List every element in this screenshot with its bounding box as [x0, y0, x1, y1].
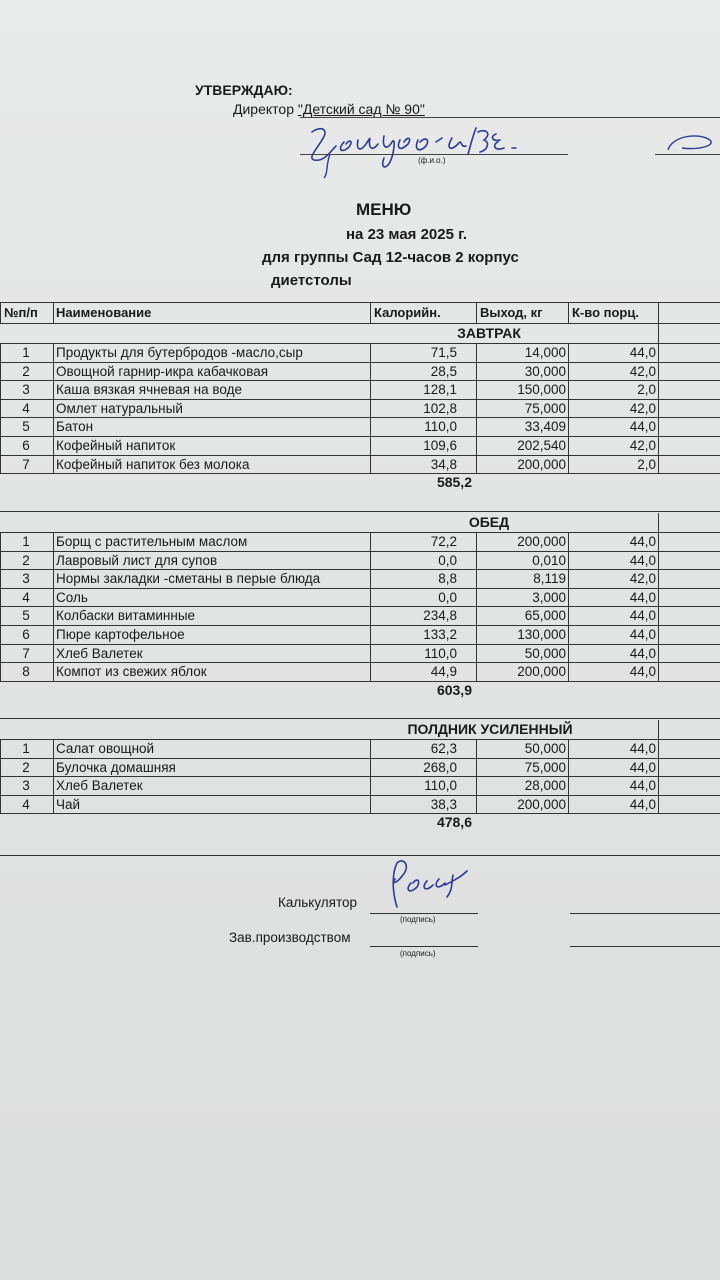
table-line	[0, 644, 1, 663]
table-line	[0, 606, 1, 625]
calories: 102,8	[423, 400, 457, 416]
table-line	[370, 625, 371, 644]
row-number: 3	[22, 778, 30, 794]
table-row	[0, 399, 720, 418]
calculator-label: Калькулятор	[278, 895, 358, 910]
table-line	[53, 644, 54, 663]
table-line	[658, 343, 659, 362]
table-line	[658, 436, 659, 455]
dish-name: Компот из свежих яблок	[56, 664, 207, 680]
table-line	[0, 662, 1, 681]
calories: 110,0	[424, 778, 457, 794]
table-line	[568, 417, 569, 436]
table-line	[568, 795, 569, 814]
dish-name: Лавровый лист для супов	[56, 552, 218, 568]
portions: 44,0	[629, 741, 656, 756]
table-line	[53, 302, 54, 323]
table-line	[0, 776, 1, 795]
portions: 44,0	[629, 664, 656, 680]
table-line	[0, 813, 720, 814]
signature-line	[570, 913, 720, 914]
row-number: 1	[22, 741, 30, 756]
table-line	[658, 644, 659, 663]
table-line	[476, 532, 477, 551]
table-line	[568, 606, 569, 625]
table-line	[53, 795, 54, 814]
table-line	[0, 758, 1, 777]
table-line	[53, 399, 54, 418]
yield-kg: 65,000	[524, 608, 566, 624]
table-line	[0, 436, 1, 455]
calories: 110,0	[424, 419, 457, 435]
table-line	[658, 417, 659, 436]
header-name: Наименование	[56, 305, 152, 320]
dish-name: Хлеб Валетек	[56, 645, 143, 661]
menu-date: на 23 мая 2025 г.	[346, 226, 468, 243]
table-line	[568, 380, 569, 399]
row-number: 1	[22, 345, 30, 360]
yield-kg: 202,540	[517, 438, 566, 453]
portions: 44,0	[629, 419, 656, 435]
section-title: ЗАВТРАК	[457, 325, 521, 341]
table-line	[658, 399, 659, 418]
calories: 44,9	[430, 664, 457, 680]
table-line	[568, 569, 569, 588]
table-row	[0, 362, 720, 381]
table-line	[370, 455, 371, 474]
portions: 44,0	[629, 552, 656, 568]
table-line	[53, 380, 54, 399]
table-line	[0, 588, 1, 607]
table-line	[0, 323, 720, 324]
signature-line	[570, 946, 720, 947]
table-line	[658, 739, 659, 758]
menu-group: для группы Сад 12-часов 2 корпус	[262, 249, 519, 266]
portions: 44,0	[629, 778, 656, 794]
row-number: 4	[22, 400, 30, 416]
dish-name: Борщ с растительным маслом	[56, 534, 248, 549]
section-title: ПОЛДНИК УСИЛЕННЫЙ	[407, 721, 573, 737]
dish-name: Хлеб Валетек	[56, 778, 143, 794]
table-line	[658, 455, 659, 474]
yield-kg: 200,000	[517, 664, 566, 680]
table-line	[0, 417, 1, 436]
calories: 268,0	[423, 759, 457, 775]
table-line	[0, 455, 1, 474]
row-number: 5	[22, 419, 30, 435]
section-total: 585,2	[436, 474, 472, 491]
table-line	[476, 795, 477, 814]
table-line	[370, 758, 371, 777]
table-line	[476, 758, 477, 777]
portions: 42,0	[629, 400, 656, 416]
row-number: 7	[22, 456, 30, 472]
section-total: 478,6	[436, 814, 472, 831]
calories: 38,3	[430, 796, 457, 812]
calories: 72,2	[430, 534, 457, 549]
table-line	[0, 625, 1, 644]
table-line	[476, 455, 477, 474]
table-line	[476, 436, 477, 455]
table-line	[0, 718, 720, 719]
table-line	[568, 532, 569, 551]
table-line	[476, 606, 477, 625]
table-line	[476, 644, 477, 663]
table-row	[0, 455, 720, 474]
table-line	[658, 551, 659, 570]
yield-kg: 50,000	[524, 645, 566, 661]
row-number: 3	[22, 571, 30, 587]
table-line	[0, 551, 1, 570]
row-number: 4	[22, 796, 30, 812]
table-line	[476, 343, 477, 362]
table-line	[568, 343, 569, 362]
table-line	[0, 739, 1, 758]
dish-name: Булочка домашняя	[56, 759, 176, 775]
table-row	[0, 551, 720, 570]
table-row	[0, 644, 720, 663]
section-total: 603,9	[436, 681, 472, 698]
portions: 42,0	[629, 571, 656, 587]
table-line	[658, 758, 659, 777]
table-line	[0, 681, 720, 682]
yield-kg: 150,000	[517, 382, 566, 398]
table-line	[658, 569, 659, 588]
row-number: 5	[22, 608, 30, 624]
production-manager-label: Зав.производством	[229, 930, 351, 945]
header-por: К-во порц.	[572, 305, 639, 320]
table-line	[53, 569, 54, 588]
dish-name: Нормы закладки -сметаны в перые блюда	[56, 571, 321, 587]
table-line	[53, 588, 54, 607]
row-number: 8	[22, 664, 30, 680]
row-number: 1	[22, 534, 30, 549]
table-line	[0, 511, 720, 512]
menu-diet: диетстолы	[271, 272, 352, 289]
row-number: 2	[22, 552, 30, 568]
table-line	[568, 362, 569, 381]
calories: 28,5	[430, 363, 457, 379]
table-line	[568, 302, 569, 323]
table-line	[476, 739, 477, 758]
table-line	[0, 380, 1, 399]
portions: 42,0	[629, 363, 656, 379]
table-row	[0, 569, 720, 588]
portions: 44,0	[629, 608, 656, 624]
dish-name: Омлет натуральный	[56, 400, 183, 416]
table-line	[658, 380, 659, 399]
table-line	[0, 473, 720, 474]
yield-kg: 200,000	[517, 534, 566, 549]
table-line	[568, 758, 569, 777]
signature-line	[370, 913, 478, 914]
calories: 71,5	[430, 345, 457, 360]
row-number: 2	[22, 363, 30, 379]
dish-name: Овощной гарнир-икра кабачковая	[56, 363, 269, 379]
table-line	[53, 532, 54, 551]
dish-name: Кофейный напиток	[56, 438, 176, 453]
calories: 110,0	[424, 645, 457, 661]
menu-title: МЕНЮ	[356, 200, 412, 219]
table-line	[658, 606, 659, 625]
dish-name: Каша вязкая ячневая на воде	[56, 382, 242, 398]
table-line	[370, 644, 371, 663]
table-line	[370, 588, 371, 607]
yield-kg: 50,000	[524, 741, 566, 756]
portions: 44,0	[629, 759, 656, 775]
table-line	[476, 551, 477, 570]
row-number: 3	[22, 382, 30, 398]
table-line	[370, 436, 371, 455]
table-row	[0, 606, 720, 625]
table-line	[658, 720, 659, 739]
table-line	[53, 662, 54, 681]
table-line	[0, 302, 1, 323]
table-line	[568, 644, 569, 663]
table-line	[476, 588, 477, 607]
row-number: 6	[22, 627, 30, 642]
portions: 44,0	[629, 345, 656, 360]
dish-name: Соль	[56, 589, 88, 605]
dish-name: Батон	[56, 419, 94, 435]
table-row	[0, 739, 720, 758]
table-line	[370, 569, 371, 588]
portions: 44,0	[629, 589, 656, 605]
table-line	[476, 362, 477, 381]
table-line	[658, 302, 659, 323]
header-cal: Калорийн.	[374, 305, 441, 320]
table-line	[370, 380, 371, 399]
table-line	[370, 795, 371, 814]
yield-kg: 8,119	[533, 571, 566, 587]
table-line	[568, 399, 569, 418]
table-line	[370, 399, 371, 418]
yield-kg: 200,000	[517, 456, 566, 472]
portions: 2,0	[637, 456, 656, 472]
table-line	[370, 739, 371, 758]
table-row	[0, 625, 720, 644]
table-line	[53, 343, 54, 362]
yield-kg: 30,000	[524, 363, 566, 379]
table-line	[53, 758, 54, 777]
table-line	[0, 343, 1, 362]
yield-kg: 33,409	[524, 419, 566, 435]
table-line	[0, 399, 1, 418]
calories: 0,0	[438, 589, 457, 605]
table-line	[658, 362, 659, 381]
table-row	[0, 417, 720, 436]
table-line	[0, 795, 1, 814]
table-line	[0, 532, 1, 551]
table-line	[53, 739, 54, 758]
header-num: №п/п	[4, 305, 38, 320]
yield-kg: 75,000	[524, 759, 566, 775]
calories: 133,2	[423, 627, 457, 642]
calories: 128,1	[423, 382, 457, 398]
table-header	[0, 303, 720, 322]
table-line	[476, 417, 477, 436]
table-line	[370, 532, 371, 551]
table-line	[658, 795, 659, 814]
signature-caption: (подпись)	[400, 949, 436, 958]
dish-name: Чай	[56, 796, 81, 812]
dish-name: Салат овощной	[56, 741, 155, 756]
yield-kg: 0,010	[532, 552, 566, 568]
table-line	[476, 662, 477, 681]
signature-line	[370, 946, 478, 947]
table-line	[568, 662, 569, 681]
table-line	[370, 417, 371, 436]
portions: 44,0	[629, 796, 656, 812]
section-title: ОБЕД	[468, 514, 510, 530]
table-line	[568, 588, 569, 607]
table-row	[0, 588, 720, 607]
signature-caption: (подпись)	[400, 915, 436, 924]
table-line	[53, 625, 54, 644]
table-line	[370, 551, 371, 570]
calories: 234,8	[423, 608, 457, 624]
yield-kg: 14,000	[524, 345, 566, 360]
table-line	[0, 855, 720, 856]
yield-kg: 75,000	[524, 400, 566, 416]
table-line	[658, 776, 659, 795]
table-line	[476, 399, 477, 418]
table-line	[658, 513, 659, 532]
table-line	[53, 606, 54, 625]
table-line	[568, 739, 569, 758]
table-row	[0, 758, 720, 777]
dish-name: Кофейный напиток без молока	[56, 456, 250, 472]
table-line	[370, 362, 371, 381]
director-org: "Детский сад № 90"	[297, 101, 425, 117]
table-row	[0, 532, 720, 551]
row-number: 6	[22, 438, 30, 453]
table-row	[0, 343, 720, 362]
table-line	[568, 455, 569, 474]
calories: 8,8	[438, 571, 457, 587]
table-row	[0, 380, 720, 399]
table-line	[370, 302, 371, 323]
table-line	[370, 343, 371, 362]
table-line	[53, 776, 54, 795]
portions: 2,0	[637, 382, 656, 398]
dish-name: Пюре картофельное	[56, 627, 185, 642]
table-line	[370, 606, 371, 625]
table-line	[476, 302, 477, 323]
yield-kg: 130,000	[517, 627, 566, 642]
table-line	[53, 455, 54, 474]
director-label: Директор	[233, 101, 294, 117]
table-line	[0, 362, 1, 381]
table-line	[658, 625, 659, 644]
table-line	[53, 362, 54, 381]
table-line	[53, 436, 54, 455]
table-line	[53, 551, 54, 570]
yield-kg: 200,000	[517, 796, 566, 812]
table-line	[476, 625, 477, 644]
portions: 42,0	[629, 438, 656, 453]
table-line	[568, 551, 569, 570]
table-row	[0, 795, 720, 814]
table-line	[53, 417, 54, 436]
table-line	[476, 380, 477, 399]
portions: 44,0	[629, 534, 656, 549]
calculator-signature	[375, 855, 470, 915]
calories: 34,8	[430, 456, 457, 472]
dish-name: Колбаски витаминные	[56, 608, 196, 624]
approve-label: УТВЕРЖДАЮ:	[195, 82, 293, 98]
table-line	[476, 776, 477, 795]
row-number: 7	[22, 645, 30, 661]
row-number: 2	[22, 759, 30, 775]
table-line	[658, 588, 659, 607]
table-line	[370, 776, 371, 795]
table-line	[658, 662, 659, 681]
calories: 0,0	[438, 552, 457, 568]
calories: 62,3	[430, 741, 457, 756]
table-row	[0, 776, 720, 795]
yield-kg: 3,000	[532, 589, 566, 605]
table-line	[476, 569, 477, 588]
portions: 44,0	[629, 627, 656, 642]
calories: 109,6	[423, 438, 457, 453]
dish-name: Продукты для бутербродов -масло,сыр	[56, 345, 303, 360]
table-line	[658, 532, 659, 551]
portions: 44,0	[629, 645, 656, 661]
table-line	[370, 662, 371, 681]
table-row	[0, 436, 720, 455]
table-row	[0, 662, 720, 681]
fio-caption: (ф.и.о.)	[418, 156, 446, 165]
yield-kg: 28,000	[524, 778, 566, 794]
table-line	[658, 324, 659, 343]
table-line	[568, 776, 569, 795]
table-line	[0, 569, 1, 588]
table-line	[568, 436, 569, 455]
row-number: 4	[22, 589, 30, 605]
header-out: Выход, кг	[480, 305, 543, 320]
table-line	[568, 625, 569, 644]
